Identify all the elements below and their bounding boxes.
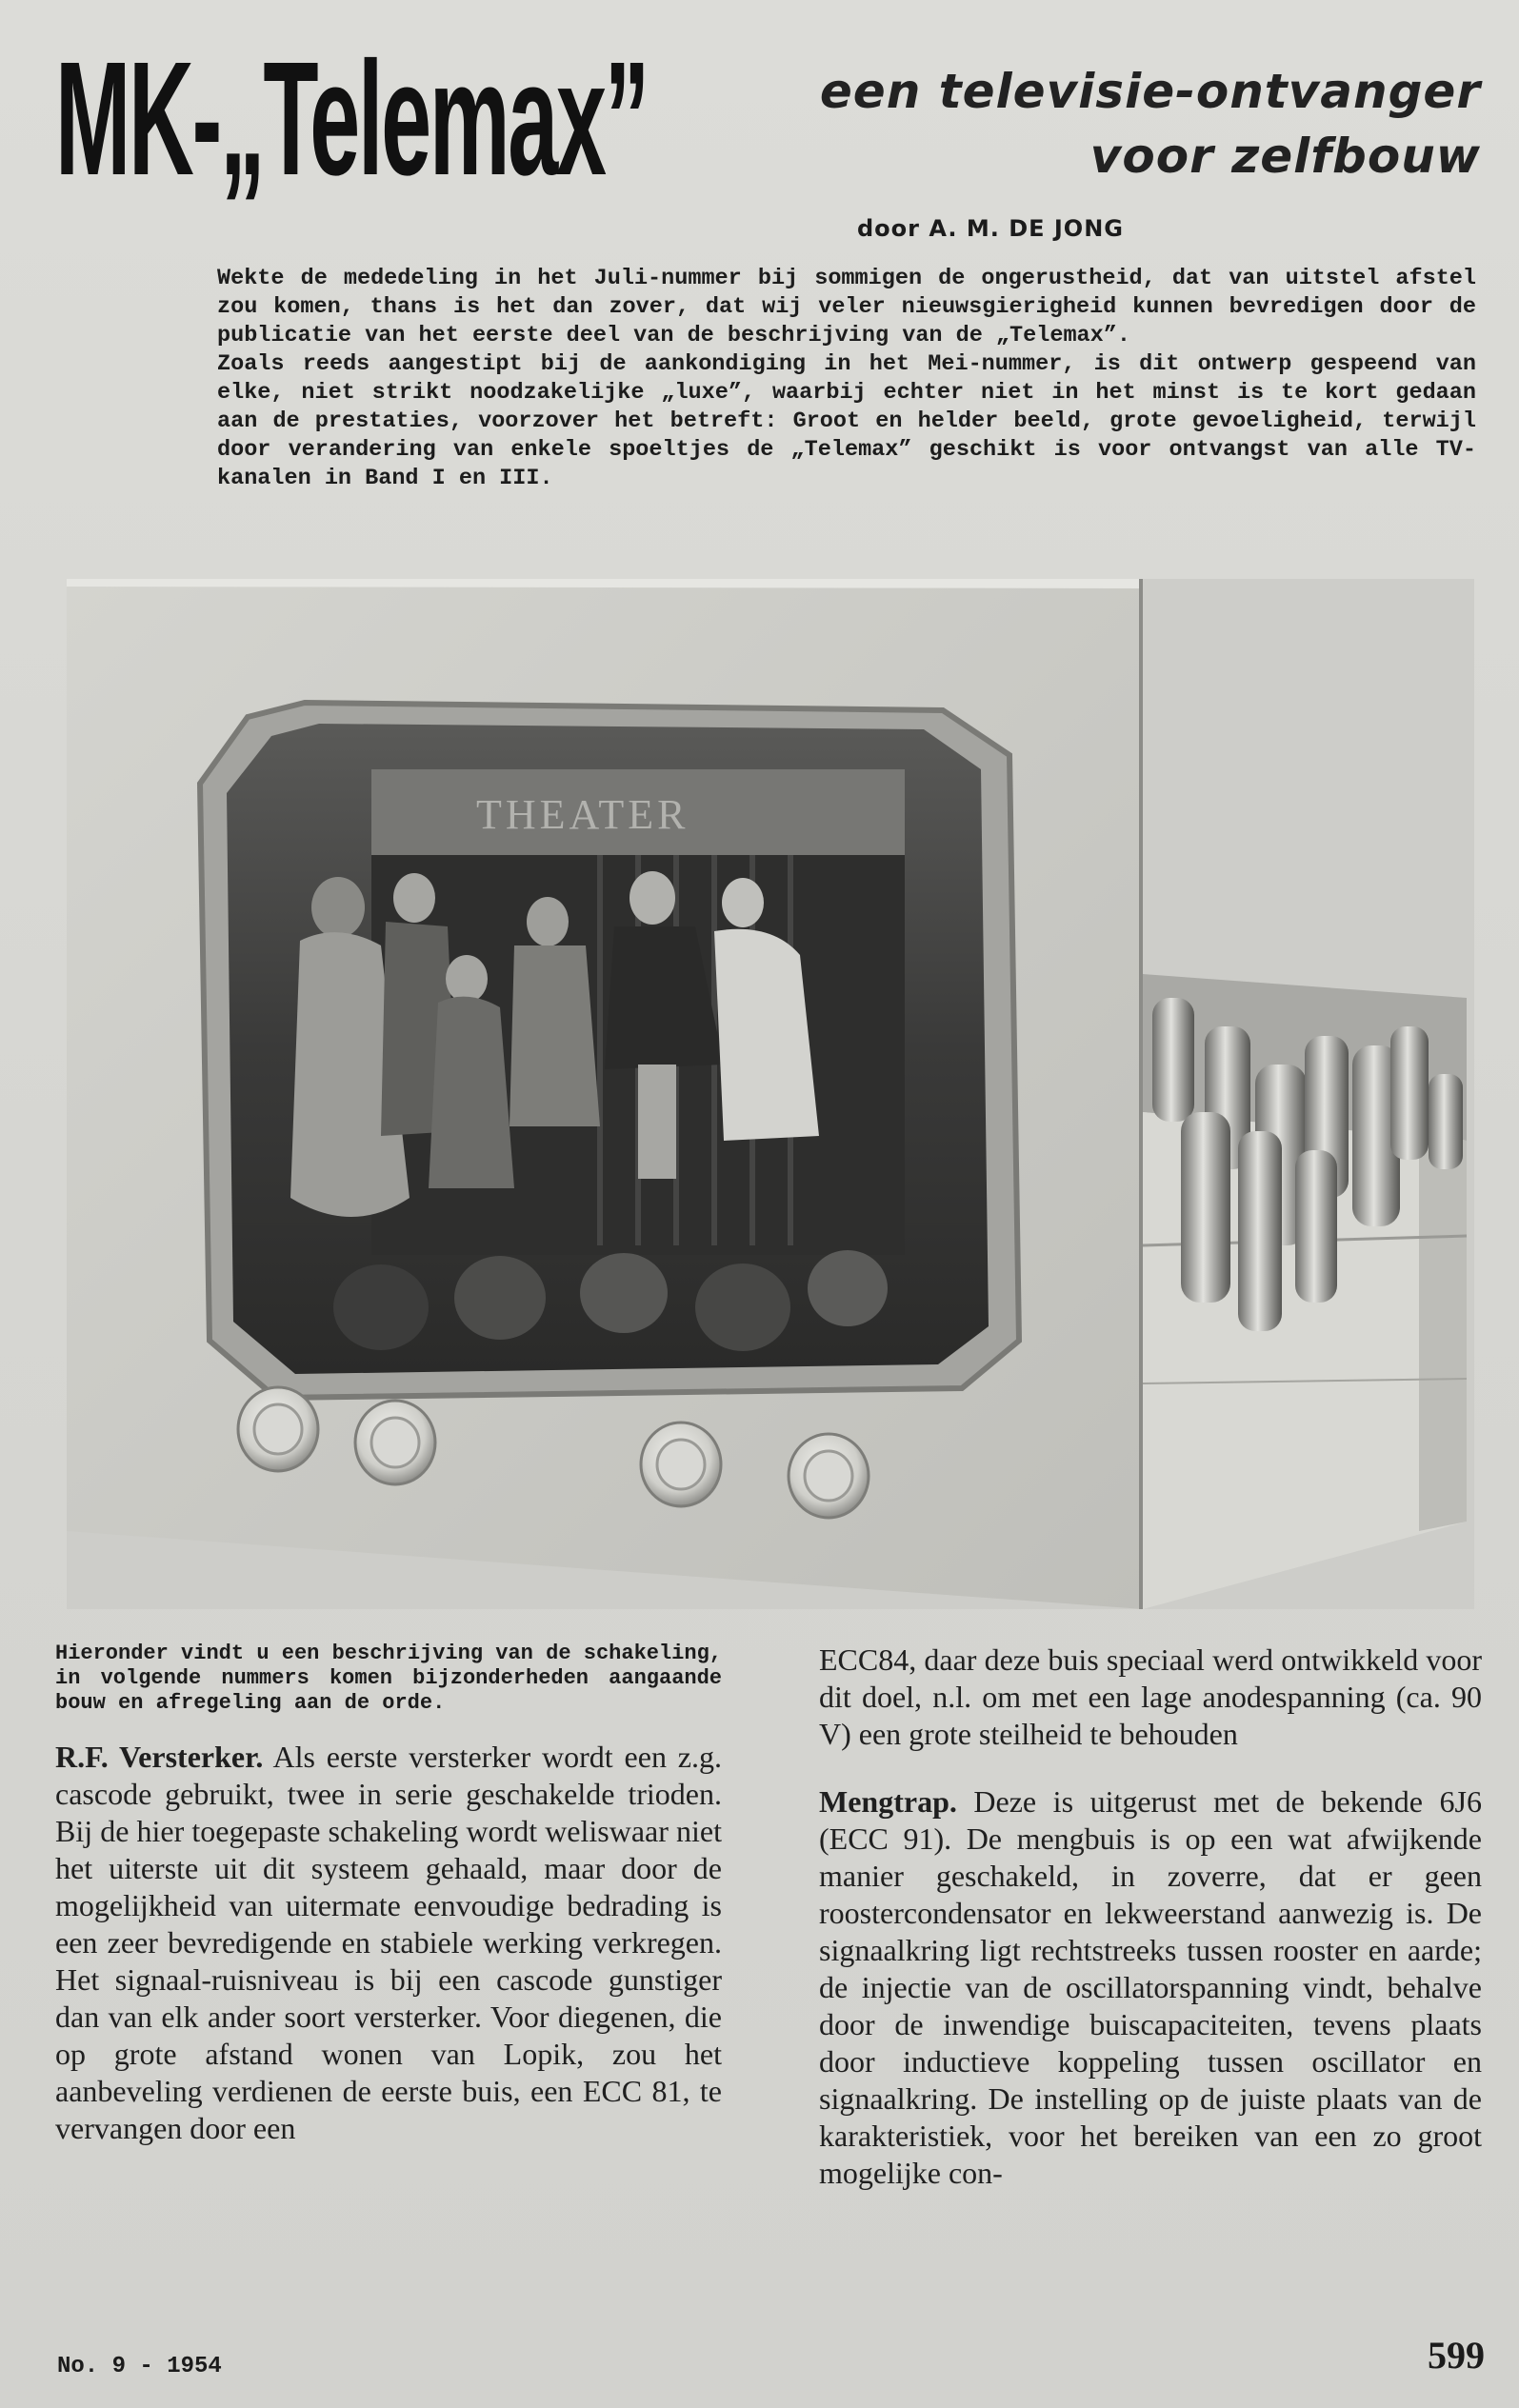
rf-paragraph — [55, 1739, 722, 2147]
rf-heading: R.F. Versterker. — [55, 1740, 264, 1774]
rf-text: Als eerste versterker wordt een z.g. cascode gebruikt, twee in serie geschakelde trioden. Bij de hier toegepaste schakeling wordt weliswaar niet het uiterste uit dit systeem gehaald, maar door de mogelijkheid van uitermate eenvoudige bedrading is een zeer bevredigende en stabiele werking verkregen. Het signaal-ruisniveau is bij een cascode gunstiger dan van elk ander soort versterker. Voor diegenen, die op grote afstand wonen van Lopik, zou het aanbeveling verdienen de eerste buis, een ECC 81, te vervangen door een — [55, 1740, 722, 2145]
subtitle-line-2: voor zelfbouw — [1089, 129, 1481, 184]
intro-block — [217, 265, 1476, 493]
intro-paragraph-2: Zoals reeds aangestipt bij de aankondiging in het Mei-nummer, is dit ontwerp gespeend van elke, niet strikt noodzakelijke „luxe”, waarbij echter niet in het minst is te kort gedaan aan de prestaties, voorzover het betreft: Groot en helder beeld, grote gevoeligheid, terwijl door verandering van enkele spoeltjes de „Telemax” geschikt is voor ontvangst van alle TV-kanalen in Band I en III. — [217, 351, 1476, 491]
chassis-side — [1419, 1141, 1467, 1531]
mengtrap-text: Deze is uitgerust met de bekende 6J6 (ECC 91). De mengbuis is op een wat afwijkende manier geschakeld, in zoverre, dat er geen roostercondensator en lekweerstand aanwezig is. De signaalkring ligt rechtstreeks tussen rooster en aarde; de injectie van de oscillatorspanning vindt, behalve door de inwendige buiscapaciteiten, tevens plaats door inductieve koppeling tussen oscillator en signaalkring. De instelling op de juiste plaats van de karakteristiek, voor het bereiken van een zo groot mogelijke con- — [819, 1784, 1482, 2190]
mengtrap-paragraph — [819, 1783, 1482, 2192]
page-number: 599 — [1428, 2334, 1485, 2377]
article-subtitle — [814, 59, 1481, 189]
issue-number: No. 9 - 1954 — [57, 2354, 222, 2379]
screen-sign-text: THEATER — [476, 791, 690, 838]
subtitle-line-1: een televisie-ontvanger — [819, 64, 1481, 119]
author-byline: door A. M. DE JONG — [857, 215, 1124, 242]
television-photo — [67, 579, 1474, 1609]
article-title: MK-„Telemax” — [55, 29, 649, 209]
photo-caption: Hieronder vindt u een beschrijving van de schakeling, in volgende nummers komen bijzonderheden aangaande bouw en afregeling aan de orde. — [55, 1642, 722, 1715]
intro-paragraph-1: Wekte de mededeling in het Juli-nummer bij sommigen de ongerustheid, dat van uitstel afstel zou komen, thans is het dan zover, dat wij veler nieuwsgierigheid kunnen bevredigen door de publicatie van het eerste deel van de beschrijving van de „Telemax”. — [217, 266, 1476, 348]
left-column — [55, 1642, 722, 2147]
mengtrap-heading: Mengtrap. — [819, 1784, 957, 1819]
continuation-paragraph: ECC84, daar deze buis speciaal werd ontwikkeld voor dit doel, n.l. om met een lage anodespanning (ca. 90 V) een grote steilheid te behouden — [819, 1642, 1482, 1751]
right-column — [819, 1642, 1482, 2192]
